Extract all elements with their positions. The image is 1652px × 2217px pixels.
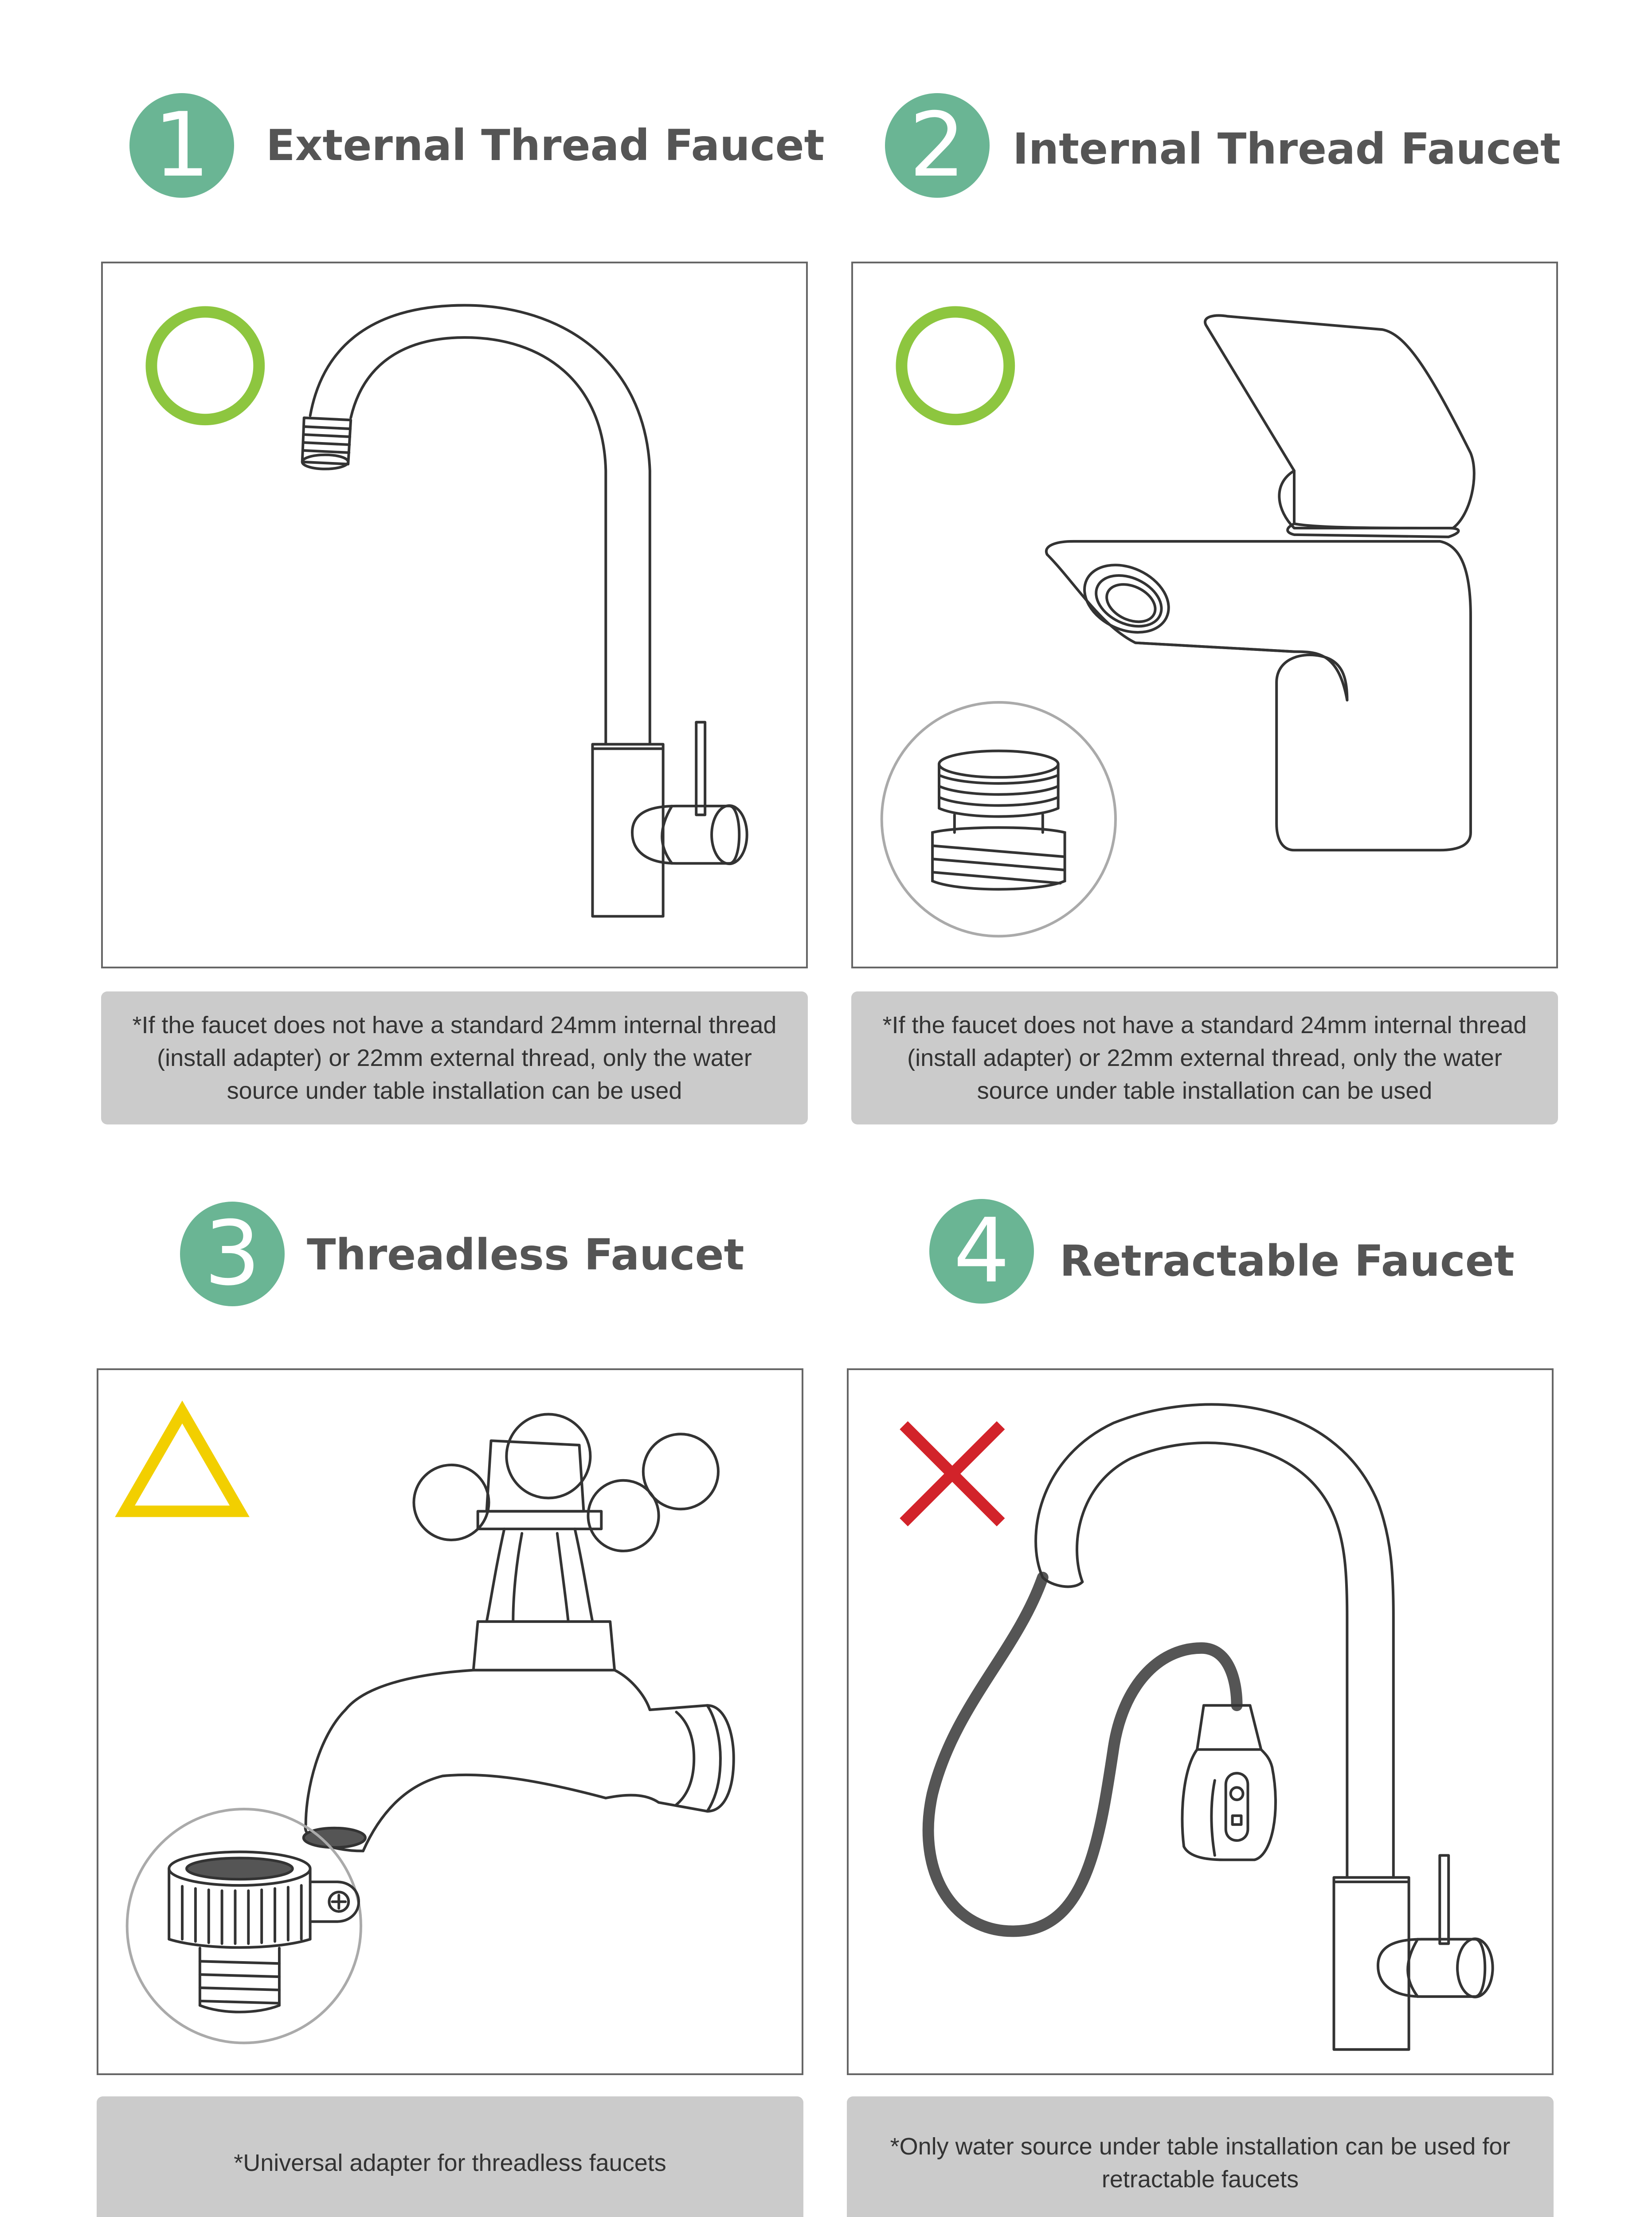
internal-thread-faucet-illustration: [853, 263, 1556, 967]
note-box-3: *Universal adapter for threadless faucets: [97, 2096, 803, 2217]
green-circle-icon: [151, 312, 259, 419]
yellow-triangle-icon: [125, 1412, 240, 1512]
green-circle-icon: [901, 312, 1009, 419]
faucet-panel-1: [101, 262, 808, 968]
external-thread-faucet-illustration: [103, 263, 806, 967]
cross-handle-tap-drawing: [304, 1414, 734, 1851]
note-box-4: *Only water source under table installation can be used for retractable faucets: [847, 2096, 1554, 2217]
section-title-2: Internal Thread Faucet: [1013, 124, 1561, 174]
step-number-badge-3: 3: [180, 1202, 285, 1306]
faucet-panel-2: [851, 262, 1558, 968]
section-title-3: Threadless Faucet: [307, 1230, 744, 1280]
step-number-badge-1: 1: [129, 93, 234, 198]
retractable-faucet-illustration: [849, 1370, 1552, 2073]
red-cross-icon: [904, 1425, 1001, 1522]
gooseneck-faucet-drawing: [302, 306, 747, 917]
basin-mixer-drawing: [1046, 316, 1474, 850]
note-box-1: *If the faucet does not have a standard 24mm internal thread (install adapter) or 22mm external thread, only the water source under table installation can be used: [101, 991, 808, 1124]
threadless-faucet-illustration: [98, 1370, 802, 2073]
faucet-panel-4: [847, 1368, 1554, 2075]
pull-down-faucet-drawing: [928, 1404, 1493, 2049]
faucet-panel-3: [97, 1368, 803, 2075]
section-title-4: Retractable Faucet: [1060, 1236, 1515, 1286]
universal-adapter-inset-drawing: [127, 1809, 361, 2043]
step-number-badge-4: 4: [929, 1199, 1034, 1304]
section-title-1: External Thread Faucet: [266, 121, 825, 170]
note-box-2: *If the faucet does not have a standard 24mm internal thread (install adapter) or 22mm external thread, only the water source under table installation can be used: [851, 991, 1558, 1124]
adapter-inset-drawing: [882, 702, 1116, 936]
step-number-badge-2: 2: [885, 93, 990, 198]
